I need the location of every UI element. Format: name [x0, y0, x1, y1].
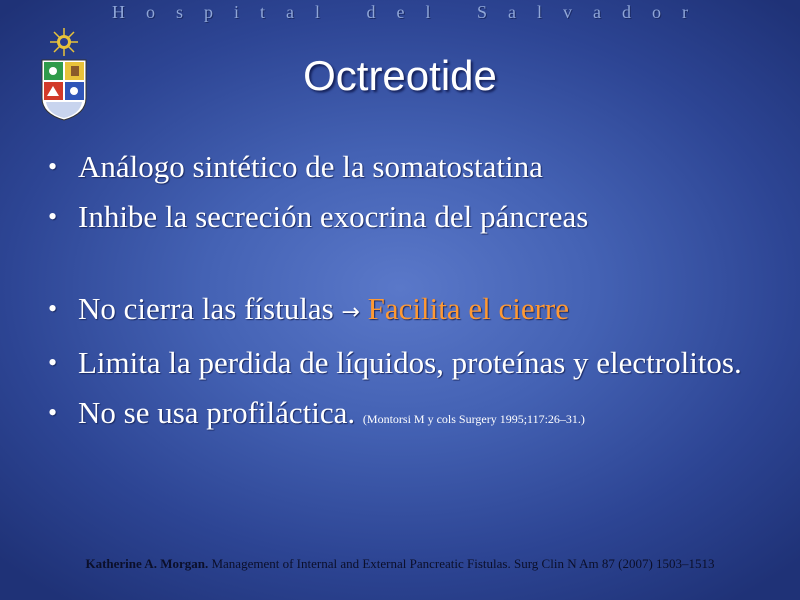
bullet-text: No cierra las fístulas	[78, 291, 334, 326]
bullet-citation: (Montorsi M y cols Surgery 1995;117:26–31.)	[362, 412, 585, 426]
hospital-name: Hospital del Salvador	[112, 2, 709, 22]
bullet-text: Limita la perdida de líquidos, proteínas y electrolitos.	[78, 345, 742, 380]
bullet-item	[44, 146, 764, 188]
bullet-item	[44, 196, 764, 238]
bullet-dot-icon: •	[48, 152, 58, 181]
bullet-dot-icon: •	[48, 202, 58, 231]
bullet-text: Análogo sintético de la somatostatina	[78, 149, 543, 184]
footer-reference	[20, 555, 780, 573]
university-coat-of-arms-icon	[36, 26, 92, 122]
arrow-right-icon: →	[341, 300, 360, 325]
bullet-list	[44, 146, 764, 448]
bullet-dot-icon: •	[48, 398, 58, 427]
bullet-item	[44, 392, 764, 440]
footer-citation: Management of Internal and External Pancreatic Fistulas. Surg Clin N Am 87 (2007) 1503–1513	[211, 556, 715, 571]
header-band	[0, 0, 800, 24]
bullet-item	[44, 288, 764, 334]
bullet-text: Inhibe la secreción exocrina del páncreas	[78, 199, 589, 234]
bullet-dot-icon: •	[48, 294, 58, 323]
bullet-item	[44, 342, 764, 384]
bullet-text: No se usa profiláctica.	[78, 395, 356, 430]
bullet-dot-icon: •	[48, 348, 58, 377]
slide-title: Octreotide	[303, 52, 497, 99]
bullet-highlight: Facilita el cierre	[367, 291, 569, 326]
footer-author: Katherine A. Morgan.	[85, 556, 209, 571]
